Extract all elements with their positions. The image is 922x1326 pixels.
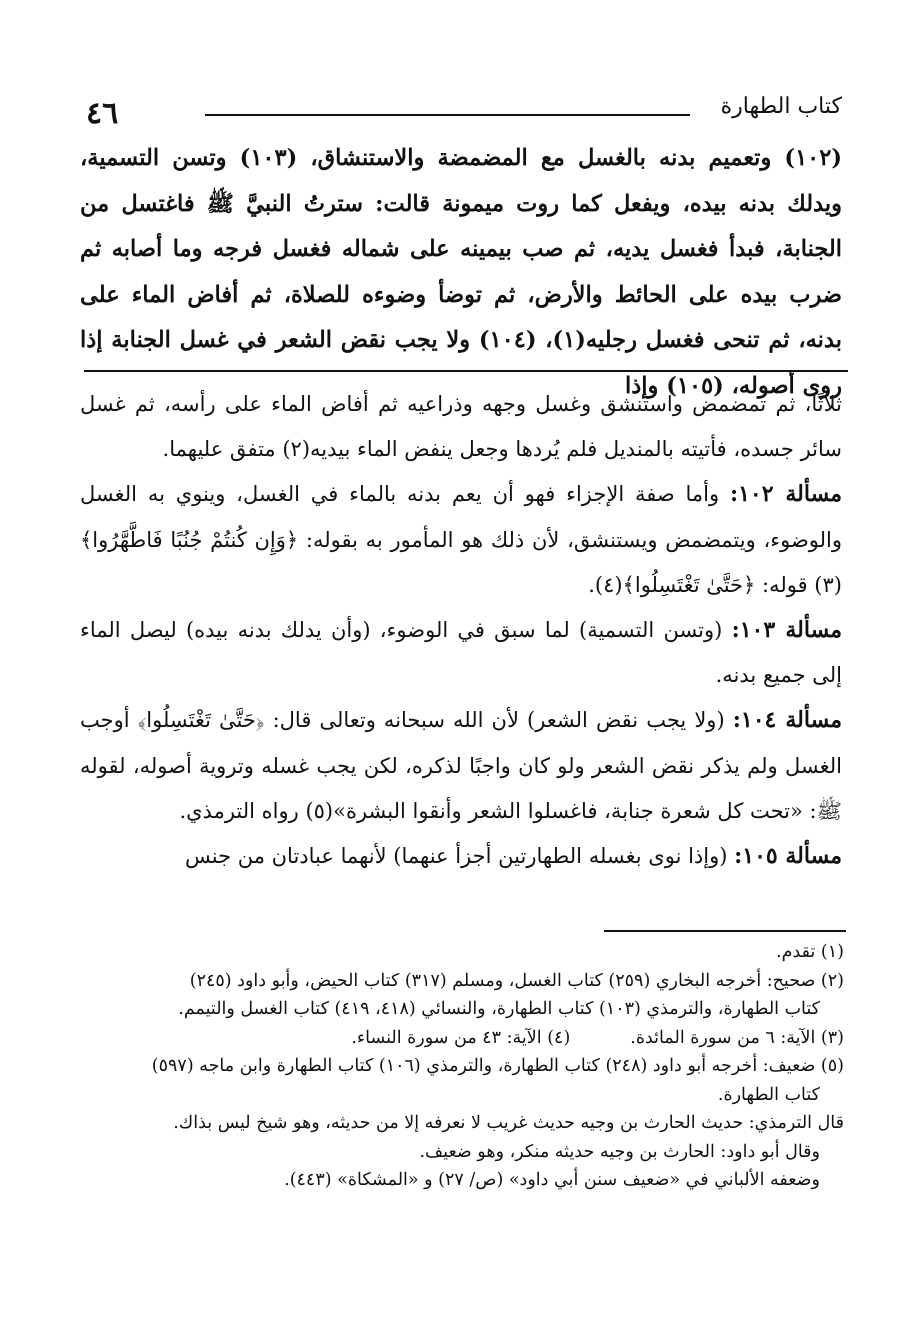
masala-102-label: مسألة ١٠٢: bbox=[729, 481, 842, 508]
sharh-intro: ثلاثًا، ثم تمضمض واستنشق وغسل وجهه وذراعيه ثم أفاض الماء على رأسه، ثم غسل سائر جسده، فأتيته بالمنديل فلم يُردها وجعل ينفض الماء بيديه(٢) متفق عليهما. bbox=[80, 392, 842, 462]
masala-103-label: مسألة ١٠٣: bbox=[731, 617, 842, 644]
running-head-title: كتاب الطهارة bbox=[720, 94, 842, 119]
footnote-2-cont: كتاب الطهارة، والترمذي (١٠٣) كتاب الطهارة، والنسائي (٤١٨، ٤١٩) كتاب الغسل والتيمم. bbox=[178, 999, 820, 1019]
masala-103-text: (وتسن التسمية) لما سبق في الوضوء، (وأن يدلك بدنه بيده) ليصل الماء إلى جميع بدنه. bbox=[80, 618, 842, 688]
page-number: ٤٦ bbox=[86, 96, 119, 131]
masala-105-text: (وإذا نوى بغسله الطهارتين أجزأ عنهما) لأنهما عبادتان من جنس bbox=[184, 844, 728, 869]
footnote-5-cont: كتاب الطهارة. bbox=[717, 1084, 820, 1105]
header-divider bbox=[205, 114, 690, 116]
masala-102 bbox=[80, 472, 842, 608]
footnote-2: (٢) صحيح: أخرجه البخاري (٢٥٩) كتاب الغسل، ومسلم (٣١٧) كتاب الحيض، وأبو داود (٢٤٥) bbox=[189, 970, 844, 991]
masala-105 bbox=[80, 834, 842, 879]
matn-text: (١٠٢) وتعميم بدنه بالغسل مع المضمضة والاستنشاق، (١٠٣) وتسن التسمية، ويدلك بدنه بيده، ويفعل كما روت ميمونة قالت: سترتُ النبيَّ ﷺ فاغتسل من الجنابة، فبدأ فغسل يديه، ثم صب بيمينه على شماله فغسل فرجه وما أصابه ثم ضرب بيده على الحائط والأرض، ثم توضأ وضوءه للصلاة، ثم أفاض الماء على بدنه، ثم تنحى فغسل رجليه(١)، (١٠٤) ولا يجب نقض الشعر في غسل الجنابة إذا روى أصوله، (١٠٥) وإذا bbox=[80, 145, 842, 399]
masala-105-label: مسألة ١٠٥: bbox=[734, 843, 842, 870]
matn-divider bbox=[84, 370, 848, 372]
footnote-divider bbox=[604, 930, 846, 932]
masala-104-label: مسألة ١٠٤: bbox=[732, 707, 843, 734]
sharh-commentary bbox=[80, 382, 842, 879]
footnote-5-abudawud: وقال أبو داود: الحارث بن وجيه حديثه منكر، وهو ضعيف. bbox=[419, 1141, 820, 1162]
footnote-1: (١) تقدم. bbox=[776, 942, 844, 962]
masala-103 bbox=[80, 608, 842, 698]
masala-102-text: وأما صفة الإجزاء فهو أن يعم بدنه بالماء في الغسل، وينوي به الغسل والوضوء، ويتمضمض ويستنشق، لأن ذلك هو المأمور به بقوله: ﴿وَإِن كُنتُمْ جُنُبًا فَاطَّهَّرُوا﴾(٣) قوله: ﴿حَتَّىٰ تَغْتَسِلُوا﴾(٤). bbox=[80, 482, 842, 597]
footnote-5-tirmidhi: قال الترمذي: حديث الحارث بن وجيه حديث غريب لا نعرفه إلا من حديثه، وهو شيخ ليس بذاك. bbox=[173, 1113, 844, 1133]
footnote-3-4-row bbox=[80, 1024, 844, 1053]
masala-104 bbox=[80, 698, 842, 834]
footnotes bbox=[80, 938, 844, 1195]
footnote-4: (٤) الآية: ٤٣ من سورة النساء. bbox=[351, 1027, 571, 1048]
footnote-5: (٥) ضعيف: أخرجه أبو داود (٢٤٨) كتاب الطهارة، والترمذي (١٠٦) كتاب الطهارة وابن ماجه (٥٩٧) bbox=[151, 1056, 844, 1076]
footnote-3: (٣) الآية: ٦ من سورة المائدة. bbox=[630, 1027, 844, 1048]
footnote-5-albani: وضعفه الألباني في «ضعيف سنن أبي داود» (ص/ ٢٧) و «المشكاة» (٤٤٣). bbox=[284, 1170, 820, 1190]
masala-104-text: (ولا يجب نقض الشعر) لأن الله سبحانه وتعالى قال: ﴿حَتَّىٰ تَغْتَسِلُوا﴾ أوجب الغسل ولم يذكر نقض الشعر ولو كان واجبًا لذكره، لكن يجب غسله وتروية أصوله، لقوله ﷺ: «تحت كل شعرة جنابة، فاغسلوا الشعر وأنقوا البشرة»(٥) رواه الترمذي. bbox=[80, 708, 842, 823]
